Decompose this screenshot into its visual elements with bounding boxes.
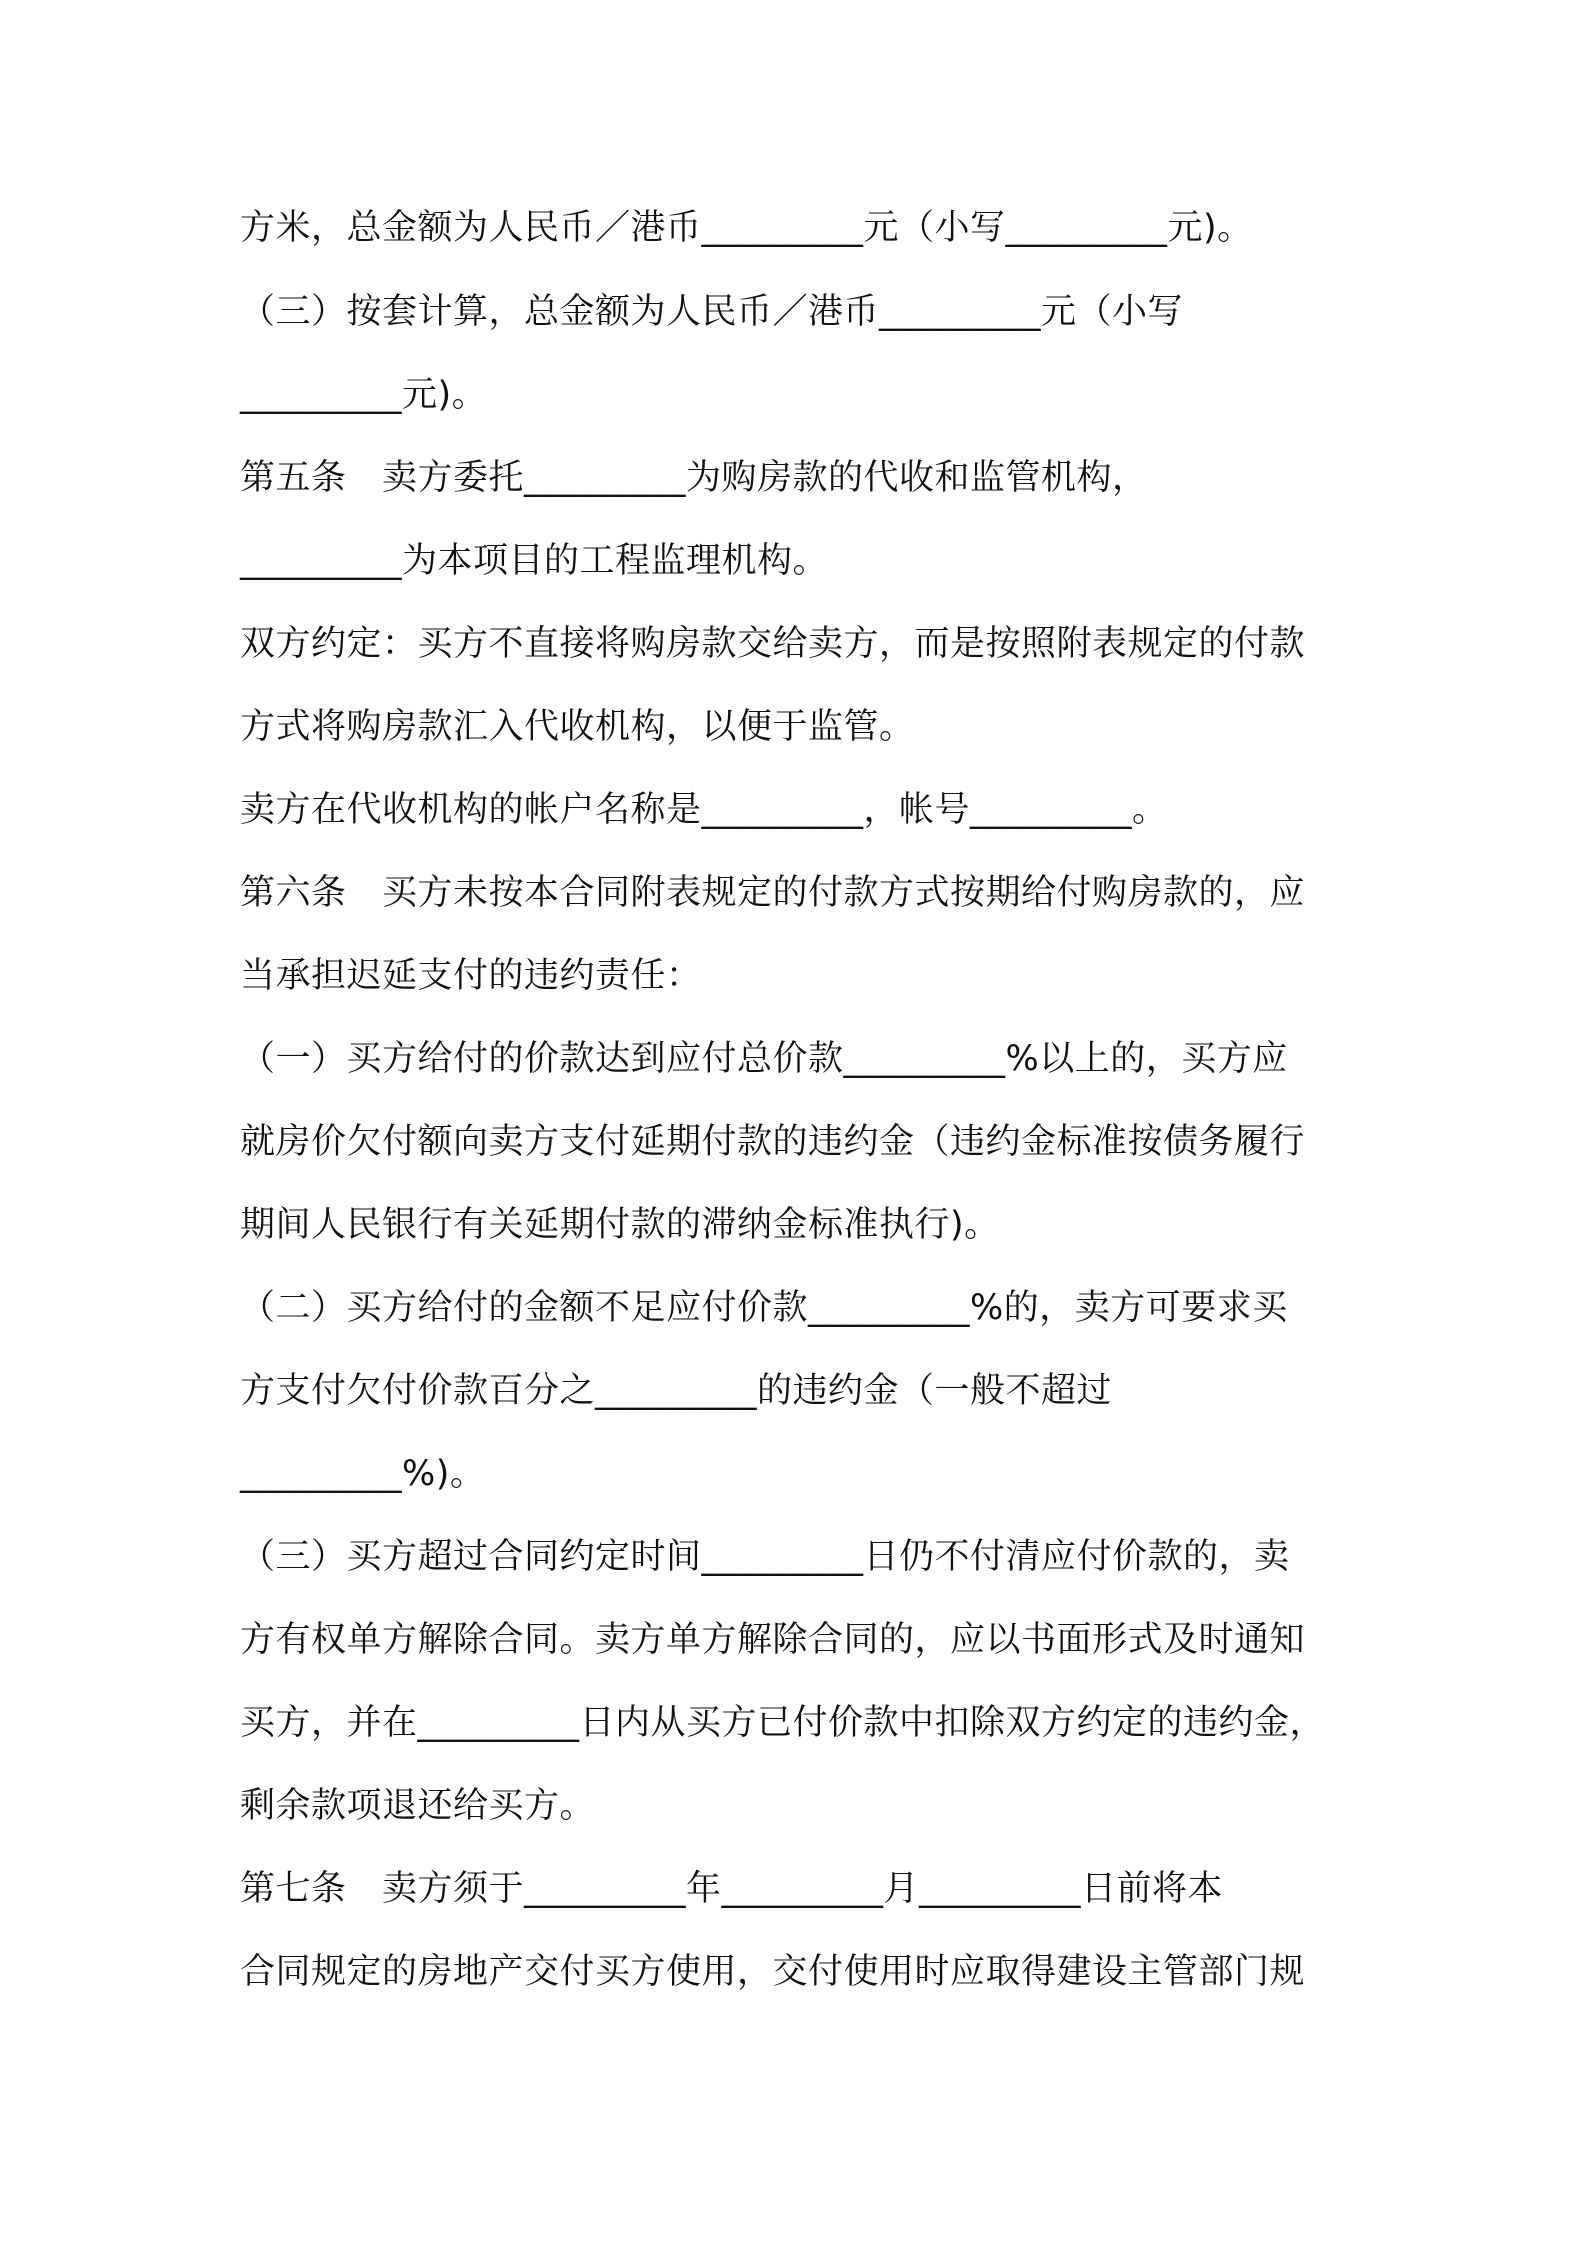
text-line-4: 第五条 卖方委托_________为购房款的代收和监管机构，: [240, 458, 1148, 498]
text-line-1: 方米，总金额为人民币／港币_________元（小写_________元)。: [240, 208, 1253, 248]
text-line-11: （一）买方给付的价款达到应付总价款_________%以上的，买方应: [240, 1039, 1288, 1079]
text-line-3: _________元)。: [240, 375, 488, 415]
text-line-17: （三）买方超过合同约定时间_________日仍不付清应付价款的，卖: [240, 1537, 1290, 1577]
text-line-18: 方有权单方解除合同。卖方单方解除合同的，应以书面形式及时通知: [240, 1620, 1306, 1660]
text-line-20: 剩余款项退还给买方。: [240, 1786, 596, 1826]
text-line-10: 当承担迟延支付的违约责任：: [240, 956, 702, 996]
text-line-19: 买方，并在_________日内从买方已付价款中扣除双方约定的违约金，: [240, 1703, 1326, 1743]
text-line-16: _________%)。: [240, 1454, 486, 1494]
text-line-5: _________为本项目的工程监理机构。: [240, 541, 829, 581]
text-line-6: 双方约定：买方不直接将购房款交给卖方，而是按照附表规定的付款: [240, 624, 1306, 664]
text-line-21: 第七条 卖方须于_________年_________月_________日前将本: [240, 1869, 1224, 1909]
text-line-2: （三）按套计算，总金额为人民币／港币_________元（小写: [240, 292, 1184, 332]
text-line-14: （二）买方给付的金额不足应付价款_________%的，卖方可要求买: [240, 1288, 1288, 1328]
text-line-22: 合同规定的房地产交付买方使用，交付使用时应取得建设主管部门规: [240, 1952, 1306, 1992]
text-line-7: 方式将购房款汇入代收机构，以便于监管。: [240, 707, 915, 747]
text-line-12: 就房价欠付额向卖方支付延期付款的违约金（违约金标准按债务履行: [240, 1122, 1306, 1162]
text-line-15: 方支付欠付价款百分之_________的违约金（一般不超过: [240, 1371, 1113, 1411]
text-line-9: 第六条 买方未按本合同附表规定的付款方式按期给付购房款的，应: [240, 873, 1306, 913]
text-line-13: 期间人民银行有关延期付款的滞纳金标准执行)。: [240, 1205, 1000, 1245]
text-line-8: 卖方在代收机构的帐户名称是_________，帐号_________。: [240, 790, 1168, 830]
